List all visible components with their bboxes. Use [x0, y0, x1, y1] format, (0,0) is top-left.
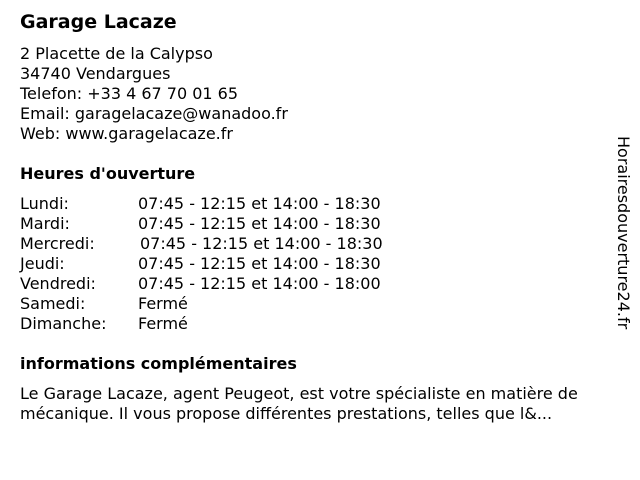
hours-row-friday [20, 274, 383, 294]
day-hours: 07:45 - 12:15 et 14:00 - 18:30 [138, 194, 381, 213]
email-address: Email: garagelacaze@wanadoo.fr [20, 104, 288, 123]
day-hours: Fermé [138, 314, 188, 333]
hours-row-thursday [20, 254, 383, 274]
day-hours: Fermé [138, 294, 188, 313]
hours-row-saturday [20, 294, 383, 314]
watermark [613, 136, 635, 344]
additional-info-heading: informations complémentaires [20, 354, 297, 373]
opening-hours-heading: Heures d'ouverture [20, 164, 196, 183]
day-hours: 07:45 - 12:15 et 14:00 - 18:30 [138, 254, 381, 273]
day-label: Vendredi: [20, 274, 96, 293]
phone-number: Telefon: +33 4 67 70 01 65 [20, 84, 239, 103]
day-label: Samedi: [20, 294, 86, 313]
address-line-2: 34740 Vendargues [20, 64, 171, 83]
hours-row-wednesday [20, 234, 383, 254]
additional-info-text: Le Garage Lacaze, agent Peugeot, est votre spécialiste en matière de mécanique. Il vous propose différentes prestations, telles que l&... [20, 384, 578, 423]
hours-row-sunday [20, 314, 383, 334]
day-label: Lundi: [20, 194, 69, 213]
opening-hours-table [20, 194, 383, 334]
day-label: Mercredi: [20, 234, 95, 253]
website: Web: www.garagelacaze.fr [20, 124, 233, 143]
contact-block [20, 44, 288, 144]
day-label: Jeudi: [20, 254, 65, 273]
day-hours: 07:45 - 12:15 et 14:00 - 18:30 [138, 214, 381, 233]
day-label: Dimanche: [20, 314, 107, 333]
day-hours: 07:45 - 12:15 et 14:00 - 18:30 [140, 234, 383, 253]
business-name: Garage Lacaze [20, 11, 177, 33]
watermark-text: Horairesdouverture24.fr [614, 136, 633, 330]
day-label: Mardi: [20, 214, 70, 233]
address-line-1: 2 Placette de la Calypso [20, 44, 213, 63]
hours-row-monday [20, 194, 383, 214]
day-hours: 07:45 - 12:15 et 14:00 - 18:00 [138, 274, 381, 293]
hours-row-tuesday [20, 214, 383, 234]
